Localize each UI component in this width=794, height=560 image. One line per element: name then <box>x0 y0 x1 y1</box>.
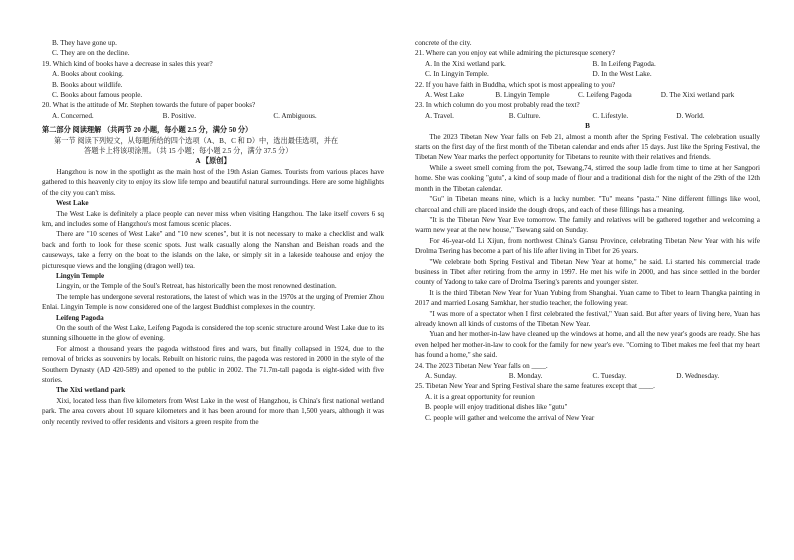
question-23: 23. In which column do you most probably read the text? <box>415 101 580 110</box>
question-24-option-d: D. Wednesday. <box>676 372 720 380</box>
question-22: 22. If you have faith in Buddha, which spot is most appealing to you? <box>415 80 616 89</box>
question-20-options <box>42 111 384 121</box>
lingyin-paragraph-1: Lingyin, or the Temple of the Soul's Retreat, has historically been the most renowned destination. <box>56 282 337 291</box>
passage-b-paragraph-2: While a sweet smell coming from the pot, Tsewang,74, stirred the soup ladle from time to time at her Sangpori home. She was cooking "gutu", a kind of soup made of flour and a traditional dish for the night of the 29th of the 12th month in the Tibetan calendar. <box>415 163 760 193</box>
passage-a-label: A 【原创】 <box>195 157 231 166</box>
question-24-option-a: A. Sunday. <box>425 372 457 380</box>
question-19-option-b: B. Books about wildlife. <box>52 80 123 89</box>
question-24-options <box>415 371 760 381</box>
question-25-option-c: C. people will gather and welcome the arrival of New Year <box>425 413 595 422</box>
passage-b-paragraph-8: "I was more of a spectator when I first celebrated the festival," Yuan said. But after years of living here, Yuan has already known all kinds of customs of the Tibetan New Year. <box>415 309 760 328</box>
lingyin-temple-heading: Lingyin Temple <box>56 271 105 280</box>
lingyin-paragraph-2: The temple has undergone several restorations, the latest of which was in the 1970s at the urging of Premier Zhou Enlai. Lingyin Temple is now considered one of the largest Buddhist complexes in the country. <box>42 292 384 312</box>
xixi-wetland-heading: The Xixi wetland park <box>56 386 126 395</box>
leifeng-paragraph-1: On the south of the West Lake, Leifeng Pagoda is considered the top scenic structure around West Lake due to its stunning silhouette in the glow of evening. <box>42 323 384 343</box>
west-lake-heading: West Lake <box>56 199 89 208</box>
question-22-option-a: A. West Lake <box>425 91 465 100</box>
question-21-options-row-2 <box>415 69 760 79</box>
passage-b-paragraph-5: For 46-year-old Li Xijun, from northwest China's Gansu Province, celebrating Tibetan New Year with his wife Drolma Tsering has become a part of his life after living in Tibet for 26 years. <box>415 236 760 256</box>
part-two-heading: 第二部分 阅读理解 （共两节 20 小题，每小题 2.5 分，满分 50 分） <box>42 126 253 135</box>
right-column <box>415 38 760 423</box>
question-21-option-b: B. In Leifeng Pagoda. <box>592 59 656 68</box>
west-lake-paragraph-2: There are "10 scenes of West Lake" and "10 new scenes", but it is not necessary to make a checklist and walk back and forth to look for these scenic spots. Just walk casually along the Nanshan and Beishan roads and the causeways, take a ferry on the boat to the islands on the lake, or simply sit in a lakeside teahouse and enjoy the picturesque views and the longjing (dragon well) tea. <box>42 230 384 270</box>
question-25-option-b: B. people will enjoy traditional dishes like "gutu" <box>425 403 568 412</box>
option-c: C. They are on the decline. <box>52 49 130 58</box>
question-21-option-d: D. In the West Lake. <box>592 70 652 79</box>
question-24-option-b: B. Monday. <box>508 372 543 380</box>
question-20: 20. What is the attitude of Mr. Stephen towards the future of paper books? <box>42 101 256 110</box>
question-22-option-b: B. Lingyin Temple <box>495 91 550 100</box>
question-21-options-row-1 <box>415 59 760 69</box>
question-23-option-d: D. World. <box>676 111 705 120</box>
question-21-option-a: A. In the Xixi wetland park. <box>425 59 506 68</box>
west-lake-paragraph-1: The West Lake is definitely a place people can never miss when visiting Hangzhou. The lake itself covers 6 sq km, and includes some of Hangzhou's most famous scenic places. <box>42 209 384 228</box>
question-23-options <box>415 111 760 121</box>
passage-b-paragraph-1: The 2023 Tibetan New Year falls on Feb 21, almost a month after the Spring Festival. The celebration usually starts on the first day of the first month of the Tibetan calendar and ends after 15 days. Just like the Spring Festival, the Tibetan New Year marks the perfect opportunity for Tibetans to reunite with their relatives and friends. <box>415 132 760 162</box>
section-one-instructions: 第一节 阅读下列短文，从每题所给的四个选项（A、B、C 和 D）中，选出最佳选项，并在 <box>54 136 339 145</box>
question-25-option-a: A. it is a great opportunity for reunion <box>425 392 535 401</box>
question-21: 21. Where can you enjoy eat while admiring the picturesque scenery? <box>415 49 616 58</box>
section-one-instructions-continued: 答题卡上将该项涂黑。（共 15 小题；每小题 2.5 分，满分 37.5 分） <box>84 147 293 156</box>
question-19-option-c: C. Books about famous people. <box>52 91 143 100</box>
question-19-option-a: A. Books about cooking. <box>52 70 124 79</box>
question-20-option-b: B. Positive. <box>162 111 197 120</box>
question-23-option-a: A. Travel. <box>425 111 454 120</box>
passage-a-intro: Hangzhou is now in the spotlight as the main host of the 19th Asian Games. Tourists from various places have gathered to this heavenly city to enjoy its slow life tempo and beautiful natural surroundings. Here are some highlights of the city you can't miss. <box>42 167 384 197</box>
question-21-option-c: C. In Lingyin Temple. <box>425 70 489 79</box>
question-25: 25. Tibetan New Year and Spring Festival share the same features except that ____. <box>415 382 655 391</box>
question-22-option-d: D. The Xixi wetland park <box>660 91 735 100</box>
xixi-paragraph-1: Xixi, located less than five kilometers from West Lake in the west of Hangzhou, is China's first national wetland park. The area covers about 10 square kilometers and it has been around for more than 1,500 years, although it was only recently revived to offer residents and visitors a green respite from the <box>42 396 384 426</box>
leifeng-paragraph-2: For almost a thousand years the pagoda withstood fires and wars, but finally collapsed in 1924, due to the removal of bricks as souvenirs by locals. Rebuilt on historic ruins, the pagoda was restored in 2000 in the style of the Southern Dynasty (AD 420-589) and opened to the public in 2002. The 71.7m-tall pagoda is eight-sided with five stories. <box>42 344 384 384</box>
passage-b-paragraph-4: "It is the Tibetan New Year Eve tomorrow. The family and relatives will be gathered together and welcoming a warm new year at the new house," Tsewang said on Sunday. <box>415 215 760 235</box>
question-24: 24. The 2023 Tibetan New Year falls on ____. <box>415 361 548 370</box>
passage-b-paragraph-7: It is the third Tibetan New Year for Yuan Yubing from Shanghai. Yuan came to Tibet to learn Thangka painting in 2017 and married Losang Samkhar, her studio teacher, the following year. <box>415 288 760 308</box>
option-b: B. They have gone up. <box>52 39 117 47</box>
question-23-option-b: B. Culture. <box>508 111 541 120</box>
question-22-options <box>415 90 760 100</box>
passage-b-paragraph-6: "We celebrate both Spring Festival and Tibetan New Year at home," he said. Li started his commercial trade business in Tibet after retiring from the army in 1997. He met his wife in 2000, and has since settled in the border county of Yadong to take care of Drolma Tsering's parents and younger sister. <box>415 257 760 287</box>
leifeng-pagoda-heading: Leifeng Pagoda <box>56 313 104 322</box>
passage-b-paragraph-3: "Gu" in Tibetan means nine, which is a lucky number. "Tu" means "pasta." Nine different fillings like wool, charcoal and chili are placed inside the dough drops, and each of these fillings has a meaning. <box>415 195 760 214</box>
passage-continuation: concrete of the city. <box>415 39 472 47</box>
question-23-option-c: C. Lifestyle. <box>592 111 629 120</box>
passage-b-label: B <box>585 122 590 131</box>
question-19: 19. Which kind of books have a decrease in sales this year? <box>42 59 213 68</box>
question-22-option-c: C. Leifeng Pagoda <box>578 91 632 100</box>
question-20-option-c: C. Ambiguous. <box>273 111 317 120</box>
passage-b-paragraph-9: Yuan and her mother-in-law have cleaned up the windows at home, and all the new year's goods are ready. She has even helped her mother-in-law to cook for the family for new year's eve. "Coming to Tibet makes me feel that my heart has found a home," she said. <box>415 330 760 360</box>
left-column <box>42 38 384 427</box>
question-24-option-c: C. Tuesday. <box>592 372 627 380</box>
question-20-option-a: A. Concerned. <box>52 111 94 120</box>
